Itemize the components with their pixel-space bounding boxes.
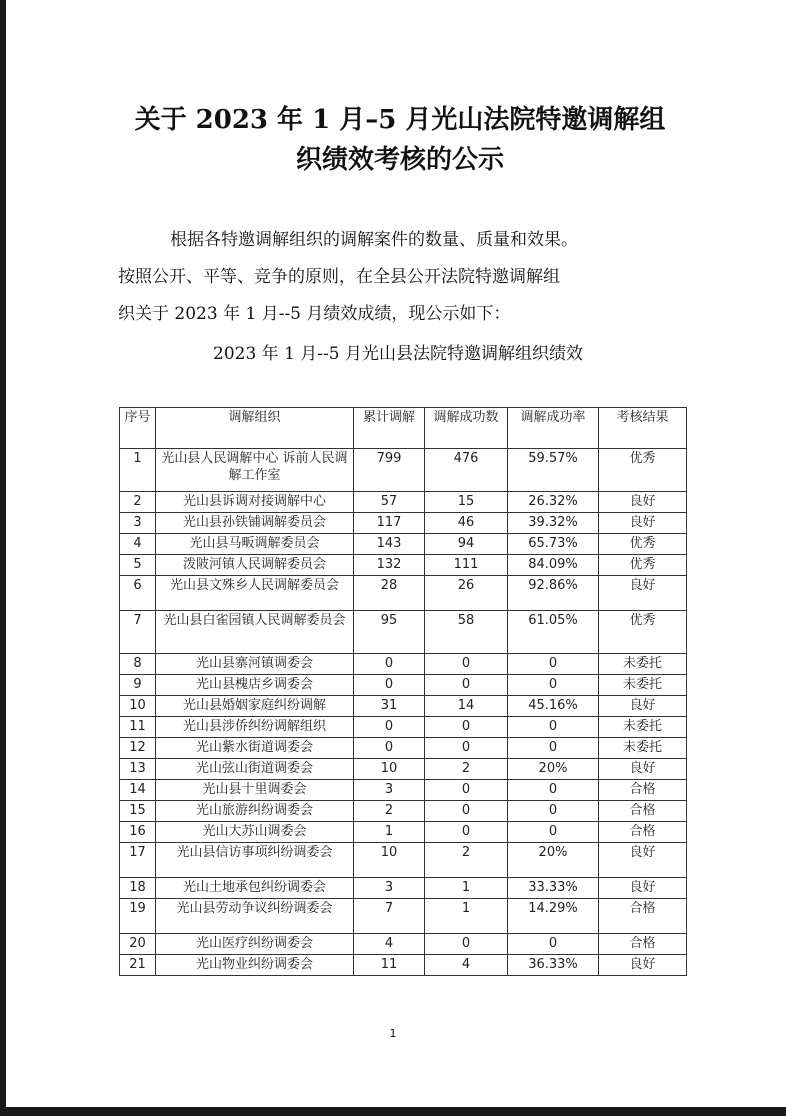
row-organization: 光山医疗纠纷调委会 bbox=[156, 934, 354, 955]
row-success-count: 15 bbox=[425, 492, 508, 513]
row-success-rate: 0 bbox=[508, 738, 599, 759]
row-success-count: 0 bbox=[425, 780, 508, 801]
table-row bbox=[120, 780, 687, 801]
row-total-cases: 0 bbox=[354, 738, 425, 759]
paragraph-line-2: 按照公开、平等、竞争的原则，在全县公开法院特邀调解组 bbox=[118, 267, 560, 287]
document-title bbox=[100, 100, 700, 180]
table-row bbox=[120, 492, 687, 513]
row-organization: 泼陂河镇人民调解委员会 bbox=[156, 555, 354, 576]
row-organization: 光山县信访事项纠纷调委会 bbox=[156, 843, 354, 878]
table-header-row bbox=[120, 408, 687, 449]
row-success-count: 26 bbox=[425, 576, 508, 611]
row-assessment-result: 未委托 bbox=[599, 654, 687, 675]
row-assessment-result: 未委托 bbox=[599, 675, 687, 696]
row-organization: 光山紫水街道调委会 bbox=[156, 738, 354, 759]
row-success-count: 111 bbox=[425, 555, 508, 576]
row-success-count: 2 bbox=[425, 759, 508, 780]
row-organization: 光山旅游纠纷调委会 bbox=[156, 801, 354, 822]
row-assessment-result: 优秀 bbox=[599, 534, 687, 555]
row-success-rate: 0 bbox=[508, 780, 599, 801]
title-line-2: 织绩效考核的公示 bbox=[295, 145, 504, 175]
header-success-rate: 调解成功率 bbox=[508, 408, 599, 449]
row-total-cases: 95 bbox=[354, 611, 425, 654]
row-index: 3 bbox=[120, 513, 156, 534]
row-success-count: 1 bbox=[425, 878, 508, 899]
row-index: 21 bbox=[120, 955, 156, 976]
row-total-cases: 10 bbox=[354, 759, 425, 780]
row-organization: 光山县人民调解中心 诉前人民调解工作室 bbox=[156, 449, 354, 492]
row-assessment-result: 良好 bbox=[599, 513, 687, 534]
row-index: 9 bbox=[120, 675, 156, 696]
row-success-count: 1 bbox=[425, 899, 508, 934]
table-row bbox=[120, 759, 687, 780]
row-assessment-result: 优秀 bbox=[599, 555, 687, 576]
row-success-rate: 20% bbox=[508, 759, 599, 780]
row-index: 7 bbox=[120, 611, 156, 654]
row-total-cases: 4 bbox=[354, 934, 425, 955]
row-assessment-result: 良好 bbox=[599, 759, 687, 780]
table-row bbox=[120, 934, 687, 955]
row-success-count: 0 bbox=[425, 717, 508, 738]
row-assessment-result: 合格 bbox=[599, 780, 687, 801]
row-success-count: 58 bbox=[425, 611, 508, 654]
row-total-cases: 2 bbox=[354, 801, 425, 822]
row-success-rate: 39.32% bbox=[508, 513, 599, 534]
table-row bbox=[120, 696, 687, 717]
table-caption: 2023 年 1 月--5 月光山县法院特邀调解组织绩效 bbox=[213, 344, 583, 364]
row-index: 16 bbox=[120, 822, 156, 843]
row-organization: 光山县诉调对接调解中心 bbox=[156, 492, 354, 513]
row-success-rate: 59.57% bbox=[508, 449, 599, 492]
row-total-cases: 0 bbox=[354, 675, 425, 696]
row-assessment-result: 良好 bbox=[599, 492, 687, 513]
table-row bbox=[120, 899, 687, 934]
row-index: 18 bbox=[120, 878, 156, 899]
row-success-rate: 92.86% bbox=[508, 576, 599, 611]
row-success-rate: 65.73% bbox=[508, 534, 599, 555]
row-organization: 光山县文殊乡人民调解委员会 bbox=[156, 576, 354, 611]
table-row bbox=[120, 717, 687, 738]
row-total-cases: 11 bbox=[354, 955, 425, 976]
row-success-rate: 36.33% bbox=[508, 955, 599, 976]
row-total-cases: 799 bbox=[354, 449, 425, 492]
row-total-cases: 143 bbox=[354, 534, 425, 555]
row-success-rate: 0 bbox=[508, 801, 599, 822]
table-row bbox=[120, 555, 687, 576]
row-index: 5 bbox=[120, 555, 156, 576]
row-organization: 光山县十里调委会 bbox=[156, 780, 354, 801]
paragraph-line-3: 织关于 2023 年 1 月--5 月绩效成绩，现公示如下： bbox=[118, 304, 511, 324]
row-success-rate: 0 bbox=[508, 717, 599, 738]
row-success-rate: 26.32% bbox=[508, 492, 599, 513]
row-success-rate: 0 bbox=[508, 654, 599, 675]
row-organization: 光山大苏山调委会 bbox=[156, 822, 354, 843]
table-row bbox=[120, 449, 687, 492]
row-success-rate: 0 bbox=[508, 675, 599, 696]
row-assessment-result: 合格 bbox=[599, 801, 687, 822]
row-organization: 光山县劳动争议纠纷调委会 bbox=[156, 899, 354, 934]
row-success-count: 2 bbox=[425, 843, 508, 878]
header-assessment-result: 考核结果 bbox=[599, 408, 687, 449]
table-row bbox=[120, 611, 687, 654]
paragraph-line-1: 根据各特邀调解组织的调解案件的数量、质量和效果。 bbox=[170, 230, 578, 250]
table-row bbox=[120, 955, 687, 976]
row-success-count: 476 bbox=[425, 449, 508, 492]
table-row bbox=[120, 576, 687, 611]
row-success-rate: 20% bbox=[508, 843, 599, 878]
row-assessment-result: 优秀 bbox=[599, 449, 687, 492]
row-success-count: 4 bbox=[425, 955, 508, 976]
row-success-count: 0 bbox=[425, 738, 508, 759]
row-total-cases: 7 bbox=[354, 899, 425, 934]
header-success-count: 调解成功数 bbox=[425, 408, 508, 449]
row-index: 8 bbox=[120, 654, 156, 675]
row-assessment-result: 良好 bbox=[599, 843, 687, 878]
row-organization: 光山县孙铁铺调解委员会 bbox=[156, 513, 354, 534]
row-organization: 光山物业纠纷调委会 bbox=[156, 955, 354, 976]
row-index: 10 bbox=[120, 696, 156, 717]
table-body bbox=[120, 449, 687, 976]
row-index: 20 bbox=[120, 934, 156, 955]
row-total-cases: 3 bbox=[354, 780, 425, 801]
table-row bbox=[120, 534, 687, 555]
row-assessment-result: 良好 bbox=[599, 955, 687, 976]
row-total-cases: 1 bbox=[354, 822, 425, 843]
table-row bbox=[120, 822, 687, 843]
row-success-rate: 84.09% bbox=[508, 555, 599, 576]
row-assessment-result: 良好 bbox=[599, 696, 687, 717]
row-success-count: 0 bbox=[425, 654, 508, 675]
row-index: 4 bbox=[120, 534, 156, 555]
row-index: 14 bbox=[120, 780, 156, 801]
row-total-cases: 3 bbox=[354, 878, 425, 899]
row-index: 19 bbox=[120, 899, 156, 934]
row-total-cases: 10 bbox=[354, 843, 425, 878]
row-success-rate: 45.16% bbox=[508, 696, 599, 717]
row-success-count: 94 bbox=[425, 534, 508, 555]
intro-paragraph bbox=[118, 222, 678, 333]
row-total-cases: 28 bbox=[354, 576, 425, 611]
table-row bbox=[120, 513, 687, 534]
row-assessment-result: 良好 bbox=[599, 576, 687, 611]
table-row bbox=[120, 654, 687, 675]
row-success-count: 0 bbox=[425, 675, 508, 696]
row-total-cases: 132 bbox=[354, 555, 425, 576]
row-assessment-result: 未委托 bbox=[599, 738, 687, 759]
row-organization: 光山弦山街道调委会 bbox=[156, 759, 354, 780]
table-row bbox=[120, 738, 687, 759]
performance-table bbox=[119, 407, 687, 976]
row-index: 1 bbox=[120, 449, 156, 492]
row-assessment-result: 未委托 bbox=[599, 717, 687, 738]
page-number: 1 bbox=[389, 1027, 397, 1040]
row-assessment-result: 合格 bbox=[599, 822, 687, 843]
row-assessment-result: 合格 bbox=[599, 899, 687, 934]
row-success-rate: 33.33% bbox=[508, 878, 599, 899]
row-index: 2 bbox=[120, 492, 156, 513]
row-total-cases: 31 bbox=[354, 696, 425, 717]
row-organization: 光山县寨河镇调委会 bbox=[156, 654, 354, 675]
row-success-count: 0 bbox=[425, 934, 508, 955]
table-row bbox=[120, 801, 687, 822]
row-organization: 光山土地承包纠纷调委会 bbox=[156, 878, 354, 899]
title-line-1: 关于 2023 年 1 月–5 月光山法院特邀调解组 bbox=[134, 105, 666, 135]
header-total-cases: 累计调解 bbox=[354, 408, 425, 449]
row-index: 12 bbox=[120, 738, 156, 759]
row-total-cases: 117 bbox=[354, 513, 425, 534]
row-organization: 光山县涉侨纠纷调解组织 bbox=[156, 717, 354, 738]
table-row bbox=[120, 878, 687, 899]
row-index: 17 bbox=[120, 843, 156, 878]
row-total-cases: 0 bbox=[354, 654, 425, 675]
row-organization: 光山县婚姻家庭纠纷调解 bbox=[156, 696, 354, 717]
header-organization: 调解组织 bbox=[156, 408, 354, 449]
row-index: 15 bbox=[120, 801, 156, 822]
row-assessment-result: 优秀 bbox=[599, 611, 687, 654]
row-assessment-result: 合格 bbox=[599, 934, 687, 955]
row-index: 13 bbox=[120, 759, 156, 780]
table-row bbox=[120, 843, 687, 878]
row-success-count: 14 bbox=[425, 696, 508, 717]
row-success-count: 0 bbox=[425, 822, 508, 843]
row-success-rate: 61.05% bbox=[508, 611, 599, 654]
row-success-rate: 0 bbox=[508, 934, 599, 955]
row-assessment-result: 良好 bbox=[599, 878, 687, 899]
row-index: 6 bbox=[120, 576, 156, 611]
header-index: 序号 bbox=[120, 408, 156, 449]
row-success-count: 46 bbox=[425, 513, 508, 534]
row-success-rate: 0 bbox=[508, 822, 599, 843]
row-organization: 光山县马畈调解委员会 bbox=[156, 534, 354, 555]
row-organization: 光山县槐店乡调委会 bbox=[156, 675, 354, 696]
row-index: 11 bbox=[120, 717, 156, 738]
table-row bbox=[120, 675, 687, 696]
row-success-rate: 14.29% bbox=[508, 899, 599, 934]
row-success-count: 0 bbox=[425, 801, 508, 822]
row-total-cases: 57 bbox=[354, 492, 425, 513]
row-organization: 光山县白雀园镇人民调解委员会 bbox=[156, 611, 354, 654]
row-total-cases: 0 bbox=[354, 717, 425, 738]
